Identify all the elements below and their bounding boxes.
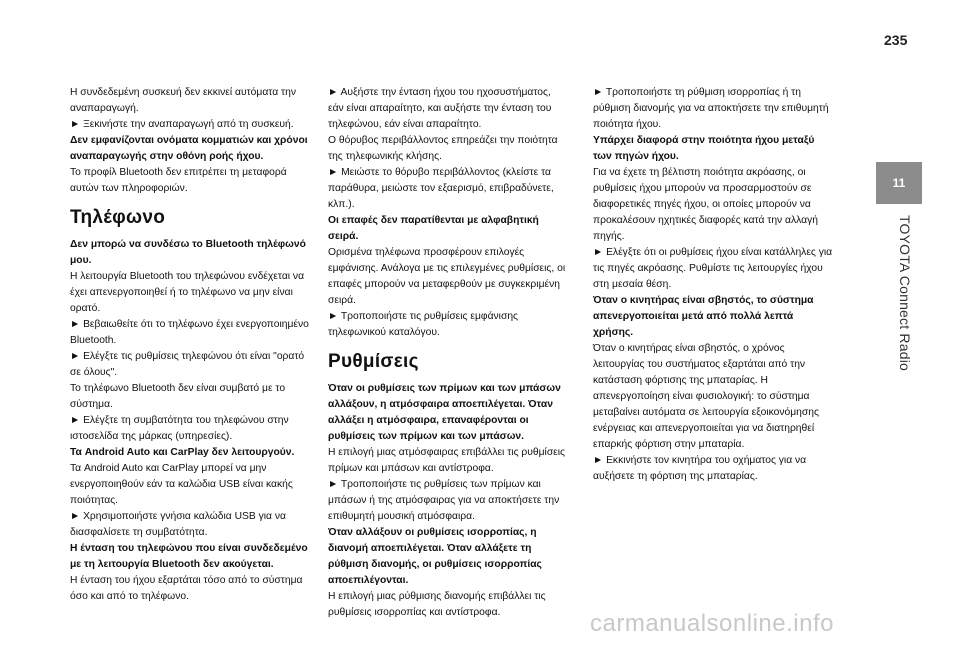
problem-heading: Όταν αλλάξουν οι ρυθμίσεις ισορροπίας, η διανομή αποεπιλέγεται. Όταν αλλάξετε τη ρύθμιση διανομής, οι ρυθμίσεις ισορροπίας αποεπιλέγονται. (328, 527, 542, 586)
solution-text: ► Μειώστε το θόρυβο περιβάλλοντος (κλείστε τα παράθυρα, μειώστε τον εξαερισμό, επιβραδύνετε, κλπ.). (328, 165, 568, 213)
section-heading-telephone: Τηλέφωνο (70, 207, 166, 228)
problem-heading: Δεν εμφανίζονται ονόματα κομματιών και χρόνοι αναπαραγωγής στην οθόνη ροής ήχου. (70, 135, 308, 162)
cause-text: Το τηλέφωνο Bluetooth δεν είναι συμβατό με το σύστημα. (70, 383, 286, 410)
solution-text: ► Ελέγξτε τη συμβατότητα του τηλεφώνου στην ιστοσελίδα της μάρκας (υπηρεσίες). (70, 413, 310, 445)
cause-text: Όταν ο κινητήρας είναι σβηστός, ο χρόνος λειτουργίας του συστήματος εξαρτάται από την κατάσταση φόρτισης της μπαταρίας. Η απενεργοποίηση είναι φυσιολογική: το σύστημα μεταβαίνει αυτόματα σε λειτουργία εξοικονόμησης ενέργειας και απενεργοποιείται για να διατηρηθεί επαρκής φόρτιση στην μπαταρία. (593, 343, 819, 450)
column-1 (70, 85, 310, 605)
solution-text: ► Τροποποιήστε τις ρυθμίσεις εμφάνισης τηλεφωνικού καταλόγου. (328, 309, 568, 341)
solution-text: ► Εκκινήστε τον κινητήρα του οχήματος για να αυξήσετε τη φόρτιση της μπαταρίας. (593, 453, 833, 485)
cause-text: Η επιλογή μιας ρύθμισης διανομής επιβάλλει τις ρυθμίσεις ισορροπίας και αντίστροφα. (328, 591, 546, 618)
cause-text: Ο θόρυβος περιβάλλοντος επηρεάζει την ποιότητα της τηλεφωνικής κλήσης. (328, 135, 558, 162)
chapter-title-rotated (883, 215, 923, 385)
chapter-title: TOYOTA Connect Radio (897, 215, 913, 371)
problem-heading: Δεν μπορώ να συνδέσω το Bluetooth τηλέφωνό μου. (70, 239, 306, 266)
column-2 (328, 85, 568, 621)
chapter-tab: 11 (876, 162, 922, 204)
problem-heading: Υπάρχει διαφορά στην ποιότητα ήχου μεταξύ των πηγών ήχου. (593, 135, 815, 162)
cause-text: Για να έχετε τη βέλτιστη ποιότητα ακρόασης, οι ρυθμίσεις ήχου μπορούν να προσαρμοστούν σε διαφορετικές πηγές ήχου, οι οποίες μπορούν να προκαλέσουν ηχητικές διαφορές κατά την αλλαγή πηγής. (593, 167, 818, 242)
solution-text: ► Χρησιμοποιήστε γνήσια καλώδια USB για να διασφαλίσετε τη συμβατότητα. (70, 509, 310, 541)
cause-text: Ορισμένα τηλέφωνα προσφέρουν επιλογές εμφάνισης. Ανάλογα με τις επιλεγμένες ρυθμίσεις, οι επαφές μπορούν να μεταφερθούν με συγκεκριμένη σειρά. (328, 247, 566, 306)
cause-text: Τα Android Auto και CarPlay μπορεί να μην ενεργοποιηθούν εάν τα καλώδια USB είναι κακής ποιότητας. (70, 463, 293, 506)
solution-text: ► Ελέγξτε ότι οι ρυθμίσεις ήχου είναι κατάλληλες για τις πηγές ακρόασης. Ρυθμίστε τις λειτουργίες ήχου στη μεσαία θέση. (593, 245, 833, 293)
cause-text: Η ένταση του ήχου εξαρτάται τόσο από το σύστημα όσο και από το τηλέφωνο. (70, 575, 303, 602)
problem-heading: Η ένταση του τηλεφώνου που είναι συνδεδεμένο με τη λειτουργία Bluetooth δεν ακούγεται. (70, 543, 308, 570)
problem-text: Η συνδεδεμένη συσκευή δεν εκκινεί αυτόματα την αναπαραγωγή. (70, 87, 296, 114)
problem-heading: Όταν ο κινητήρας είναι σβηστός, το σύστημα απενεργοποιείται μετά από πολλά λεπτά χρήσης. (593, 295, 814, 338)
solution-text: ► Τροποποιήστε τις ρυθμίσεις των πρίμων και μπάσων ή της ατμόσφαιρας για να αποκτήσετε την επιθυμητή μουσική ατμόσφαιρα. (328, 477, 568, 525)
solution-text: ► Ελέγξτε τις ρυθμίσεις τηλεφώνου ότι είναι "ορατό σε όλους". (70, 349, 310, 381)
cause-text: Το προφίλ Bluetooth δεν επιτρέπει τη μεταφορά αυτών των πληροφοριών. (70, 167, 287, 194)
cause-text: Η λειτουργία Bluetooth του τηλεφώνου ενδέχεται να έχει απενεργοποιηθεί ή το τηλέφωνο να μην είναι ορατό. (70, 271, 305, 314)
problem-heading: Τα Android Auto και CarPlay δεν λειτουργούν. (70, 447, 295, 458)
cause-text: Η επιλογή μιας ατμόσφαιρας επιβάλλει τις ρυθμίσεις πρίμων και μπάσων και αντίστροφα. (328, 447, 566, 474)
solution-text: ► Τροποποιήστε τη ρύθμιση ισορροπίας ή τη ρύθμιση διανομής για να αποκτήσετε την επιθυμητή ποιότητα ήχου. (593, 85, 833, 133)
solution-text: ► Βεβαιωθείτε ότι το τηλέφωνο έχει ενεργοποιημένο Bluetooth. (70, 317, 310, 349)
page-number: 235 (884, 32, 908, 48)
problem-heading: Όταν οι ρυθμίσεις των πρίμων και των μπάσων αλλάξουν, η ατμόσφαιρα αποεπιλέγεται. Όταν αλλάξει η ατμόσφαιρα, επαναφέρονται οι ρυθμίσεις των πρίμων και των μπάσων. (328, 383, 561, 442)
watermark: carmanualsonline.info (590, 610, 834, 637)
column-3 (593, 85, 833, 485)
solution-text: ► Ξεκινήστε την αναπαραγωγή από τη συσκευή. (70, 117, 310, 133)
solution-text: ► Αυξήστε την ένταση ήχου του ηχοσυστήματος, εάν είναι απαραίτητο, και αυξήστε την ένταση του τηλεφώνου, εάν είναι απαραίτητο. (328, 85, 568, 133)
problem-heading: Οι επαφές δεν παρατίθενται με αλφαβητική σειρά. (328, 215, 539, 242)
section-heading-settings: Ρυθμίσεις (328, 351, 419, 372)
